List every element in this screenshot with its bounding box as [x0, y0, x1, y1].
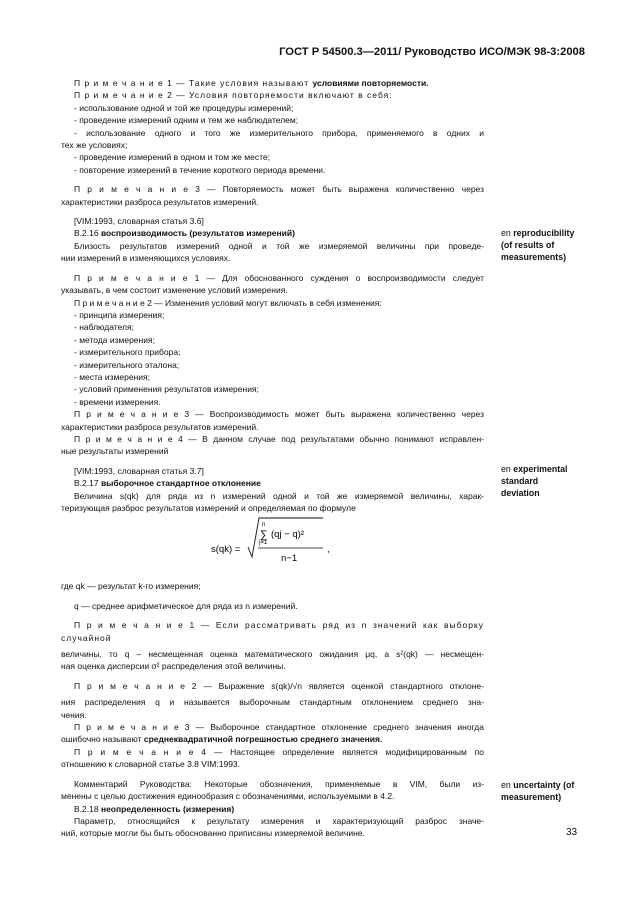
term-number: B.2.16: [74, 228, 101, 239]
list-item: - метода измерения;: [74, 334, 155, 345]
note-3-217-cont: [61, 733, 484, 745]
list-item: - использование одного и того же измерительного прибора, применяемого в одних и: [74, 127, 484, 138]
formula-denominator: n−1: [281, 553, 298, 565]
note-4-217-cont: отношению к словарной статье 3.8 VIM:1993.: [61, 759, 241, 770]
where-line-1: где qk — результат k-го измерения;: [61, 581, 201, 592]
side-term-reproducibility: [501, 228, 601, 263]
list-item: - проведение измерений одним и тем же наблюдателем;: [74, 115, 299, 126]
definition-218: Параметр, относящийся к результату измерения и характеризующий разброс значе-: [74, 815, 484, 826]
list-item: - условий применения результатов измерения;: [74, 384, 259, 395]
list-item: - наблюдателя;: [74, 322, 134, 333]
side-term-line: experimental: [513, 464, 568, 474]
term-bold: среднеквадратичной погрешностью среднего значения.: [143, 734, 383, 745]
definition-216-cont: нии измерений в изменяющихся условиях.: [61, 253, 231, 264]
sum-symbol: ∑: [260, 529, 268, 542]
sum-lower: j=1: [259, 540, 268, 547]
note-1-217-cont2: ная оценка дисперсии σ² распределения этой величины.: [61, 661, 286, 672]
note-2: П р и м е ч а н и е 2 — Условия повторяемости включают в себя:: [74, 90, 393, 101]
note-1: [61, 77, 484, 89]
lang-code: en: [501, 464, 514, 474]
list-item: - повторение измерений в течение короткого периода времени.: [74, 164, 326, 175]
note-3-217: П р и м е ч а н и е 3 — Выборочное стандартное отклонение среднего значения иногда: [74, 722, 484, 733]
side-term-experimental-std-dev: [501, 464, 601, 499]
vim-reference: [VIM:1993, словарная статья 3.7]: [74, 465, 204, 476]
note-4-216: П р и м е ч а н и е 4 — В данном случае под результатами обычно понимают исправлен-: [74, 433, 484, 444]
note-3-216: П р и м е ч а н и е 3 — Воспроизводимость может быть выражена количественно через: [74, 409, 484, 420]
list-item: - измерительного эталона;: [74, 359, 180, 370]
note-2-217-cont2: чения.: [61, 709, 87, 720]
definition-217-cont: теризующая разброс результатов измерений и определяемая по формуле: [61, 503, 356, 513]
side-term-uncertainty: [501, 780, 601, 804]
list-item: - места измерения;: [74, 371, 150, 382]
guide-comment: Комментарий Руководства: Некоторые обозначения, применяемые в VIM, были из-: [74, 778, 484, 789]
definition-216: Близость результатов измерений одной и той же измеряемой величины при проведе-: [74, 240, 484, 251]
side-term-line: uncertainty (of: [513, 780, 575, 790]
side-term-line: reproducibility: [513, 228, 575, 238]
side-term-line: deviation: [501, 487, 540, 498]
lang-code: en: [501, 228, 514, 238]
definition-217: Величина s(qk) для ряда из n измерений одной и той же измеряемой величины, харак-: [74, 490, 484, 501]
sum-upper: n: [262, 522, 266, 529]
term-bold: условиями повторяемости.: [312, 78, 429, 88]
note-3-216-cont: характеристики разброса результатов измерений.: [61, 421, 259, 432]
term-title: неопределенность (измерения): [100, 803, 235, 814]
note-3-cont: характеристики разброса результатов измерений.: [61, 196, 259, 207]
main-text: [61, 77, 484, 840]
term-title: выборочное стандартное отклонение: [100, 478, 261, 489]
list-item: - измерительного прибора;: [74, 347, 181, 358]
vim-reference: [VIM:1993, словарная статья 3.6]: [74, 216, 204, 227]
list-item: - принципа измерения;: [74, 309, 165, 320]
formula-std-deviation: [61, 514, 484, 580]
guide-comment-cont: менены с целью достижения единообразия с обозначениями, используемыми в 4.2.: [61, 791, 395, 802]
note-4-217: П р и м е ч а н и е 4 — Настоящее определение является модифицированным по: [74, 746, 484, 757]
page-header: ГОСТ Р 54500.3—2011/ Руководство ИСО/МЭК 98-3:2008: [279, 46, 585, 58]
page-number: 33: [566, 827, 578, 838]
formula-comma: ,: [327, 544, 330, 556]
note-1-217: П р и м е ч а н и е 1 — Если рассматривать ряд из n значений как выборку случайной: [61, 620, 484, 643]
lang-code: en: [501, 780, 514, 790]
definition-218-cont: ний, которые могли бы быть обоснованно приписаны измеряемой величине.: [61, 828, 365, 839]
term-heading-218: [61, 803, 484, 815]
formula-numerator: (qj − q)²: [271, 529, 304, 541]
note-2-217-cont: ния распределения q и называется выборочным стандартным отклонением среднего зна-: [61, 697, 484, 708]
side-term-line: measurement): [501, 791, 562, 802]
note-1-216: П р и м е ч а н и е 1 — Для обоснованного суждения о воспроизводимости следует: [74, 272, 484, 283]
side-term-line: standard: [501, 475, 539, 486]
note-3: П р и м е ч а н и е 3 — Повторяемость может быть выражена количественно через: [74, 184, 484, 195]
note-1-217-cont: величины, то q – несмещенная оценка математического ожидания μq, a s²(qk) — несмещен-: [61, 649, 484, 660]
note-1-216-cont: указывать, в чем состоит изменение условий измерения.: [61, 285, 288, 296]
term-title: воспроизводимость (результатов измерений): [100, 228, 295, 239]
side-term-line: measurements): [501, 251, 567, 262]
term-heading-216: [61, 227, 484, 239]
note-2-216: П р и м е ч а н и е 2 — Изменения условий могут включать в себя изменения:: [74, 297, 382, 308]
term-number: B.2.17: [74, 478, 101, 489]
formula-graphic: [61, 514, 484, 580]
note-text: ошибочно называют: [61, 734, 144, 745]
term-heading-217: [61, 477, 484, 489]
list-item: - проведение измерений в одном и том же месте;: [74, 152, 270, 163]
formula-lhs: s(qk) =: [211, 544, 241, 556]
list-item: - времени измерения.: [74, 396, 161, 407]
list-item: - использование одной и той же процедуры измерений;: [74, 102, 294, 113]
note-2-217: П р и м е ч а н и е 2 — Выражение s(qk)/√n является оценкой стандартного отклоне-: [74, 680, 484, 691]
list-item-cont: тех же условиях;: [61, 140, 128, 151]
where-line-2: q — среднее арифметическое для ряда из n измерений.: [74, 600, 298, 611]
note-text: П р и м е ч а н и е 1 — Такие условия называют: [74, 78, 313, 88]
note-4-216-cont: ные результаты измерений: [61, 446, 169, 457]
side-term-line: (of results of: [501, 239, 555, 250]
term-number: B.2.18: [74, 803, 101, 814]
